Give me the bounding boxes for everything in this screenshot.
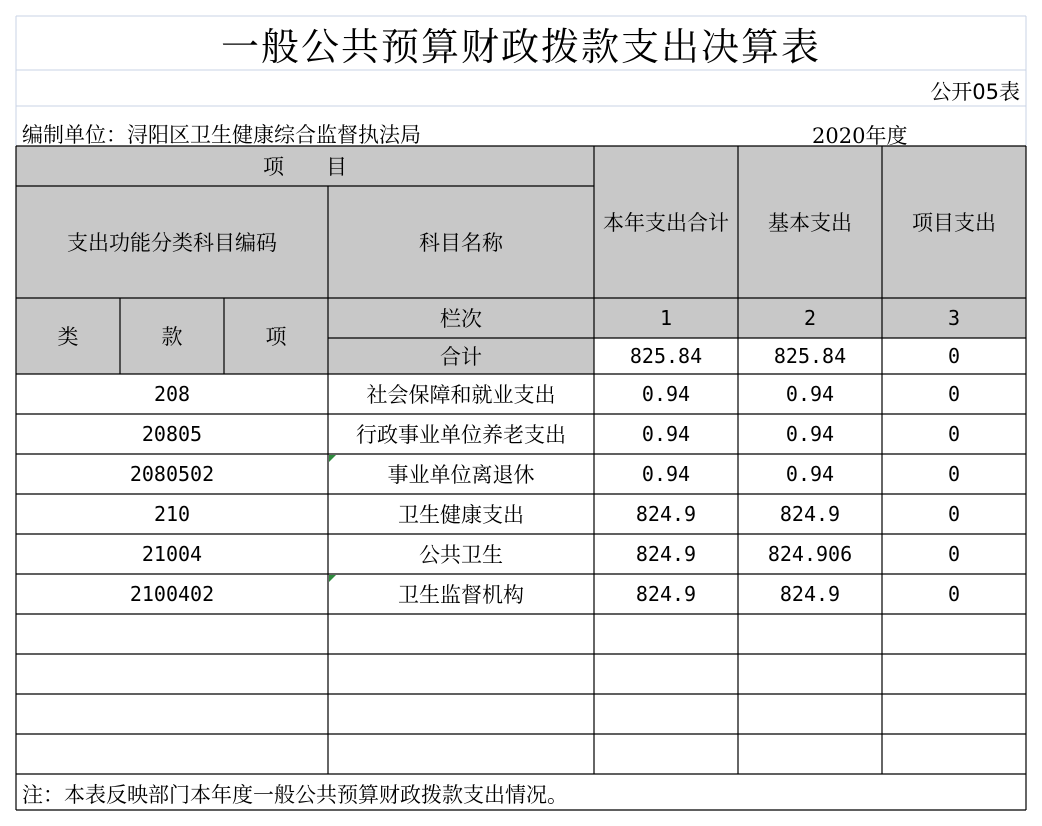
header-function-code: 支出功能分类科目编码 — [16, 186, 328, 298]
row-basic: 824.9 — [779, 582, 841, 606]
header-basic-expense: 基本支出 — [738, 146, 882, 298]
header-col3: 3 — [882, 298, 1026, 338]
footnote: 注：本表反映部门本年度一般公共预算财政拨款支出情况。 — [22, 783, 568, 807]
row-project: 0 — [947, 462, 961, 486]
row-name: 行政事业单位养老支出 — [356, 423, 566, 447]
row-project: 0 — [947, 502, 961, 526]
totals-basic: 825.84 — [773, 344, 847, 368]
page-title: 一般公共预算财政拨款支出决算表 — [220, 24, 821, 69]
row-basic: 824.906 — [767, 542, 853, 566]
row-name: 卫生监督机构 — [398, 583, 524, 607]
row-name: 事业单位离退休 — [387, 463, 535, 487]
row-project: 0 — [947, 582, 961, 606]
row-total: 0.94 — [641, 422, 691, 446]
row-total: 824.9 — [635, 502, 697, 526]
row-total: 0.94 — [641, 382, 691, 406]
header-col1: 1 — [594, 298, 738, 338]
row-name: 社会保障和就业支出 — [366, 383, 556, 407]
totals-total: 825.84 — [629, 344, 703, 368]
header-total-expense: 本年支出合计 — [594, 146, 738, 298]
row-code: 210 — [153, 502, 191, 526]
row-name: 公共卫生 — [419, 543, 503, 567]
header-subject-name: 科目名称 — [328, 186, 594, 298]
row-code: 208 — [153, 382, 191, 406]
header-xiang: 项 — [224, 298, 328, 374]
row-total: 824.9 — [635, 582, 697, 606]
header-sum-label: 合计 — [328, 338, 594, 374]
header-col2: 2 — [738, 298, 882, 338]
totals-project: 0 — [947, 344, 961, 368]
row-project: 0 — [947, 382, 961, 406]
row-basic: 0.94 — [785, 382, 835, 406]
row-code: 2080502 — [129, 462, 215, 486]
table-code: 公开05表 — [930, 80, 1020, 104]
row-basic: 0.94 — [785, 422, 835, 446]
row-project: 0 — [947, 542, 961, 566]
report-year: 2020年度 — [812, 124, 908, 148]
row-code: 20805 — [141, 422, 203, 446]
row-total: 0.94 — [641, 462, 691, 486]
header-project-expense: 项目支出 — [882, 146, 1026, 298]
compiling-unit: 编制单位：浔阳区卫生健康综合监督执法局 — [22, 123, 421, 147]
header-kuan: 款 — [120, 298, 224, 374]
row-basic: 824.9 — [779, 502, 841, 526]
header-project: 项 目 — [16, 146, 594, 186]
row-basic: 0.94 — [785, 462, 835, 486]
header-lei: 类 — [16, 298, 120, 374]
row-name: 卫生健康支出 — [398, 503, 524, 527]
row-total: 824.9 — [635, 542, 697, 566]
header-column-order: 栏次 — [328, 298, 594, 338]
row-code: 21004 — [141, 542, 203, 566]
row-code: 2100402 — [129, 582, 215, 606]
row-project: 0 — [947, 422, 961, 446]
